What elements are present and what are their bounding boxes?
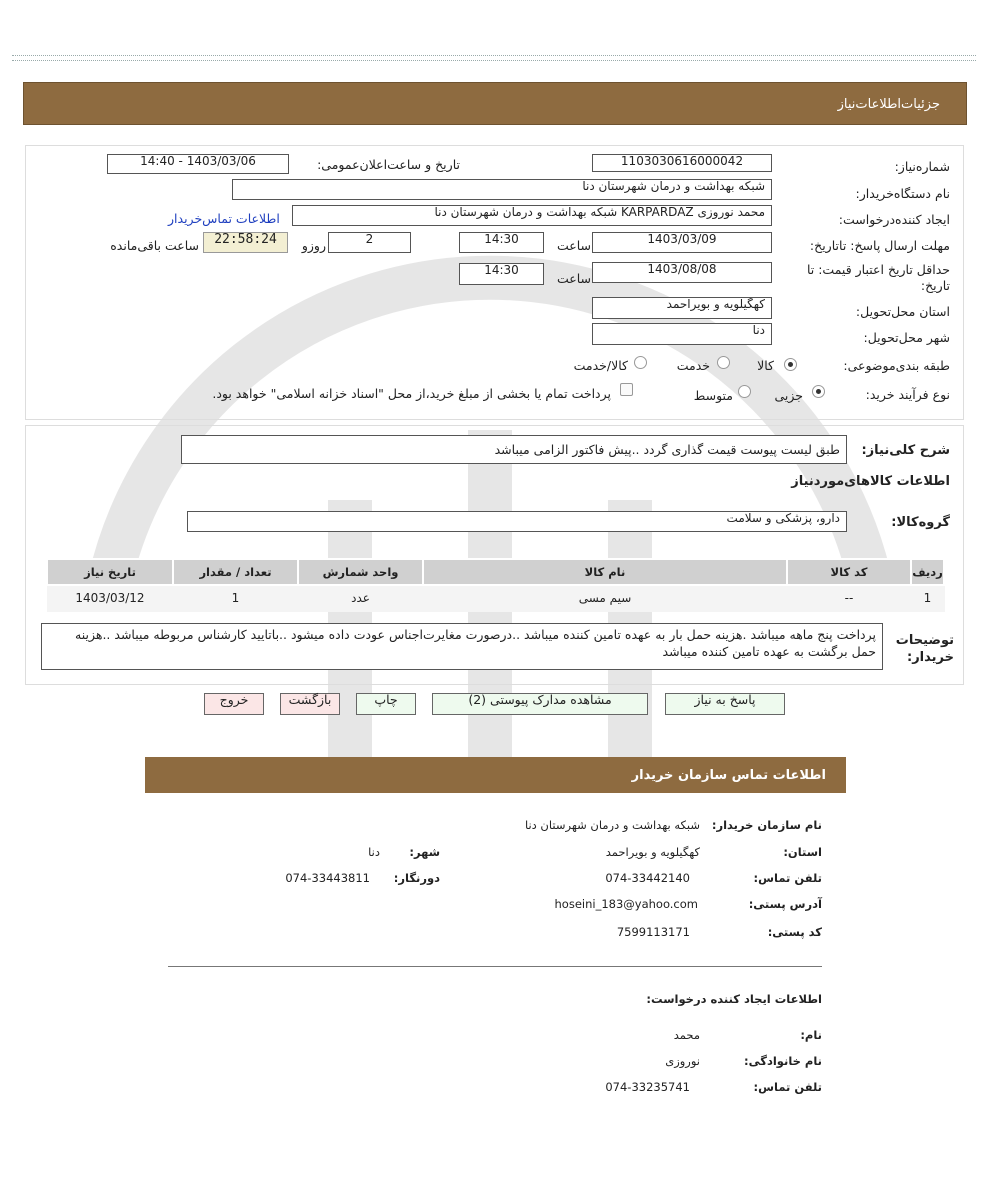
remaining-time-label: ساعت باقی‌مانده (110, 238, 199, 253)
category-option-service: خدمت (676, 358, 710, 373)
process-option-minor: جزیی (774, 388, 803, 403)
category-option-goods: کالا (757, 358, 774, 373)
creator-phone-value: 074-33235741 (605, 1080, 690, 1094)
table-row (47, 585, 944, 611)
cell-qty: 1 (173, 585, 298, 611)
postal-value: 7599113171 (616, 925, 690, 939)
contact-divider (168, 966, 822, 967)
price-validity-label: حداقل تاریخ اعتبار قیمت: تا تاریخ: (806, 262, 950, 293)
treasury-payment-note: پرداخت تمام یا بخشی از مبلغ خرید،از محل "اسناد خزانه اسلامی" خواهد بود. (212, 386, 611, 401)
fax-value: 074-33443811 (285, 871, 370, 885)
process-label: نوع فرآیند خرید: (865, 387, 950, 402)
days-label: روزو (301, 238, 326, 253)
category-option-goods-service: کالا/خدمت (573, 358, 628, 373)
process-radio-medium[interactable] (738, 385, 751, 398)
buyer-contact-link[interactable]: اطلاعات تماس‌خریدار (168, 211, 280, 226)
goods-group-label: گروه‌کالا: (891, 515, 950, 530)
goods-section-title: اطلاعات کالاهای‌مورد‌نیاز (791, 474, 950, 489)
email-label: آدرس پستی: (748, 897, 822, 911)
cell-unit: عدد (298, 585, 423, 611)
treasury-payment-checkbox[interactable] (620, 383, 633, 396)
need-number-field: 1103030616000042 (592, 154, 772, 172)
province-label: استان محل‌تحویل: (855, 304, 950, 319)
family-label: نام خانوادگی: (744, 1054, 822, 1068)
reply-deadline-label: مهلت ارسال پاسخ: تاتاریخ: (809, 238, 950, 253)
family-value: نوروزی (665, 1054, 700, 1068)
email-value: hoseini_183@yahoo.com (554, 897, 698, 911)
price-validity-date-field: 1403/08/08 (592, 262, 772, 283)
province-field: کهگیلویه و بویراحمد (592, 297, 772, 319)
buyer-org-label: نام دستگاه‌خریدار: (855, 186, 950, 201)
announce-label: تاریخ و ساعت‌اعلان‌عمومی: (317, 157, 460, 172)
city-field: دنا (592, 323, 772, 345)
keyword-label: شرح کلی‌نیاز: (861, 443, 950, 458)
announce-field: 1403/03/06 - 14:40 (107, 154, 289, 174)
col-row: ردیف (911, 559, 944, 585)
category-label: طبقه بندی‌موضوعی: (843, 358, 950, 373)
org-value: شبکه بهداشت و درمان شهرستان دنا (524, 818, 700, 832)
exit-button[interactable]: خروج (204, 693, 264, 715)
reply-time-field: 14:30 (459, 232, 544, 253)
contact-city-label: شهر: (409, 845, 440, 859)
reply-time-label: ساعت (556, 238, 591, 253)
top-divider (12, 55, 976, 61)
phone-label: تلفن تماس: (753, 871, 822, 885)
category-radio-goods[interactable] (784, 358, 797, 371)
items-table (46, 558, 945, 612)
page-header (23, 82, 967, 125)
days-field: 2 (328, 232, 411, 253)
goods-group-field: دارو، پزشکی و سلامت (187, 511, 847, 532)
contact-header (145, 757, 846, 793)
page-title: جزئیات‌اطلاعات‌نیاز (837, 97, 940, 112)
phone-value: 074-33442140 (605, 871, 690, 885)
col-unit: واحد شمارش (298, 559, 423, 585)
keyword-field: طبق لیست پیوست قیمت گذاری گردد ..پیش فاکتور الزامی میباشد (181, 435, 847, 464)
creator-label: ایجاد کننده‌درخواست: (838, 212, 950, 227)
col-qty: تعداد / مقدار (173, 559, 298, 585)
buyer-notes-label: توضیحات خریدار: (895, 633, 954, 665)
price-validity-time-field: 14:30 (459, 263, 544, 285)
process-option-medium: متوسط (693, 388, 733, 403)
org-label: نام سازمان خریدار: (711, 818, 822, 832)
buyer-org-field: شبکه بهداشت و درمان شهرستان دنا (232, 179, 772, 200)
col-name: نام کالا (423, 559, 787, 585)
price-validity-time-label: ساعت (556, 271, 591, 286)
col-code: کد کالا (787, 559, 911, 585)
category-radio-goods-service[interactable] (634, 356, 647, 369)
items-table-header (47, 559, 944, 585)
name-label: نام: (800, 1028, 822, 1042)
attachments-button[interactable]: مشاهده مدارک پیوستی (2) (432, 693, 648, 715)
need-number-label: شماره‌نیاز: (894, 159, 950, 174)
category-radio-service[interactable] (717, 356, 730, 369)
reply-date-field: 1403/03/09 (592, 232, 772, 253)
reply-button[interactable]: پاسخ به نیاز (665, 693, 785, 715)
creator-info-title: اطلاعات ایجاد کننده درخواست: (646, 992, 822, 1006)
remaining-time-display: 22:58:24 (203, 232, 288, 253)
postal-label: کد پستی: (767, 925, 822, 939)
cell-date: 1403/03/12 (47, 585, 173, 611)
cell-code: -- (787, 585, 911, 611)
buyer-notes-field: پرداخت پنج ماهه میباشد .هزینه حمل بار به عهده تامین کننده میباشد ..درصورت مغایرت‌اجناس عودت داده میشود ..باتایید کارشناس مربوطه میباشد ..هزینه حمل برگشت به عهده تامین کننده میباشد (41, 623, 883, 670)
contact-province-label: استان: (783, 845, 822, 859)
print-button[interactable]: چاپ (356, 693, 416, 715)
process-radio-minor[interactable] (812, 385, 825, 398)
contact-city-value: دنا (368, 845, 380, 859)
back-button[interactable]: بازگشت (280, 693, 340, 715)
fax-label: دورنگار: (393, 871, 440, 885)
cell-row: 1 (911, 585, 944, 611)
contact-title: اطلاعات تماس سازمان خریدار (631, 768, 826, 783)
creator-field: محمد نوروزی KARPARDAZ شبکه بهداشت و درمان شهرستان دنا (292, 205, 772, 226)
name-value: محمد (673, 1028, 700, 1042)
col-date: تاریخ نیاز (47, 559, 173, 585)
creator-phone-label: تلفن تماس: (753, 1080, 822, 1094)
contact-province-value: کهگیلویه و بویراحمد (605, 845, 700, 859)
cell-name: سیم مسی (423, 585, 787, 611)
city-label: شهر محل‌تحویل: (863, 330, 950, 345)
